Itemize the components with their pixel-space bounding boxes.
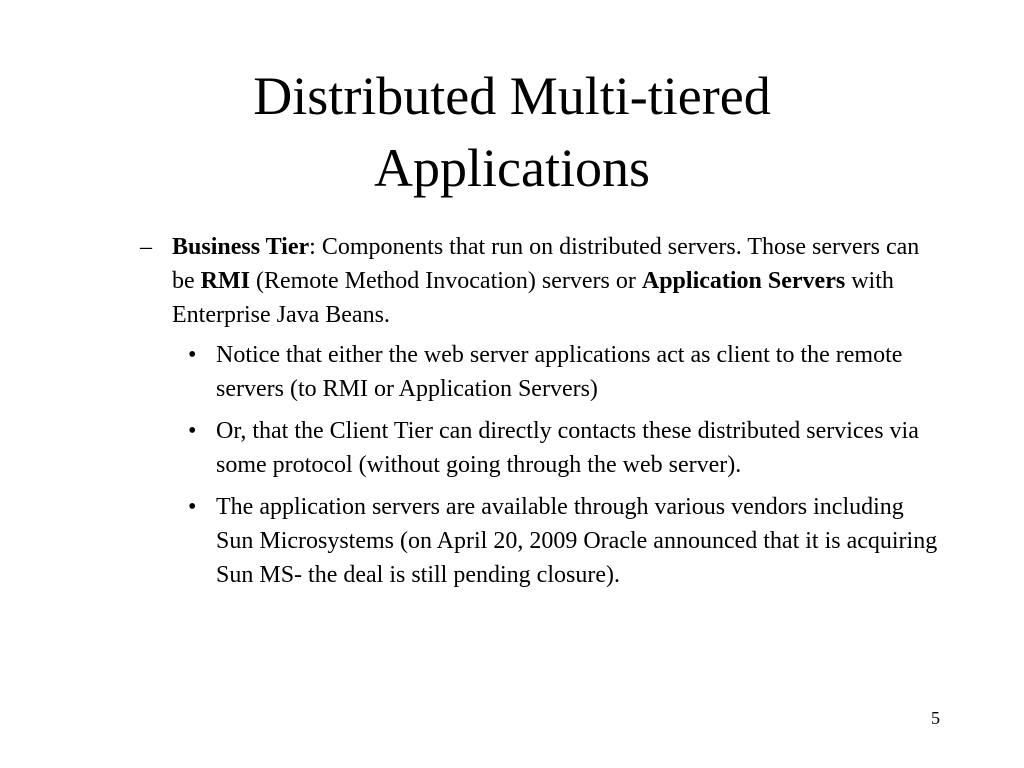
bullet-item-web-server: [140, 338, 940, 406]
bullet-marker: •: [188, 342, 197, 368]
slide-title: [112, 60, 912, 204]
slide-title-line-2: Applications: [374, 138, 650, 198]
dash-marker: –: [140, 234, 152, 260]
rmi-term: RMI: [200, 268, 250, 294]
bullet-item-vendors: [140, 490, 940, 592]
bullet-text: The application servers are available through various vendors including Sun Microsystems (on April 20, 2009 Oracle announced that it is acquiring Sun MS- the deal is still pending closure).: [216, 494, 938, 588]
bullet-marker: •: [188, 494, 197, 520]
business-tier-text-3: with Enterprise Java Beans.: [172, 268, 894, 328]
bullet-marker: •: [188, 418, 197, 444]
slide-title-line-1: Distributed Multi-tiered: [253, 66, 771, 126]
business-tier-item: [140, 230, 940, 332]
business-tier-term: Business Tier: [172, 234, 310, 260]
bullet-item-client-tier: [140, 414, 940, 482]
bullet-text: Notice that either the web server applications act as client to the remote servers (to RMI or Application Servers): [216, 342, 903, 402]
business-tier-text-1: : Components that run on distributed servers. Those servers can be: [172, 234, 920, 294]
business-tier-text-2: (Remote Method Invocation) servers or: [249, 268, 642, 294]
application-servers-term: Application Servers: [641, 268, 846, 294]
page-number: 5: [931, 708, 940, 728]
bullet-text: Or, that the Client Tier can directly contacts these distributed services via some protocol (without going through the web server).: [216, 418, 919, 478]
bullet-list: [140, 338, 940, 592]
slide-content: [140, 230, 940, 600]
